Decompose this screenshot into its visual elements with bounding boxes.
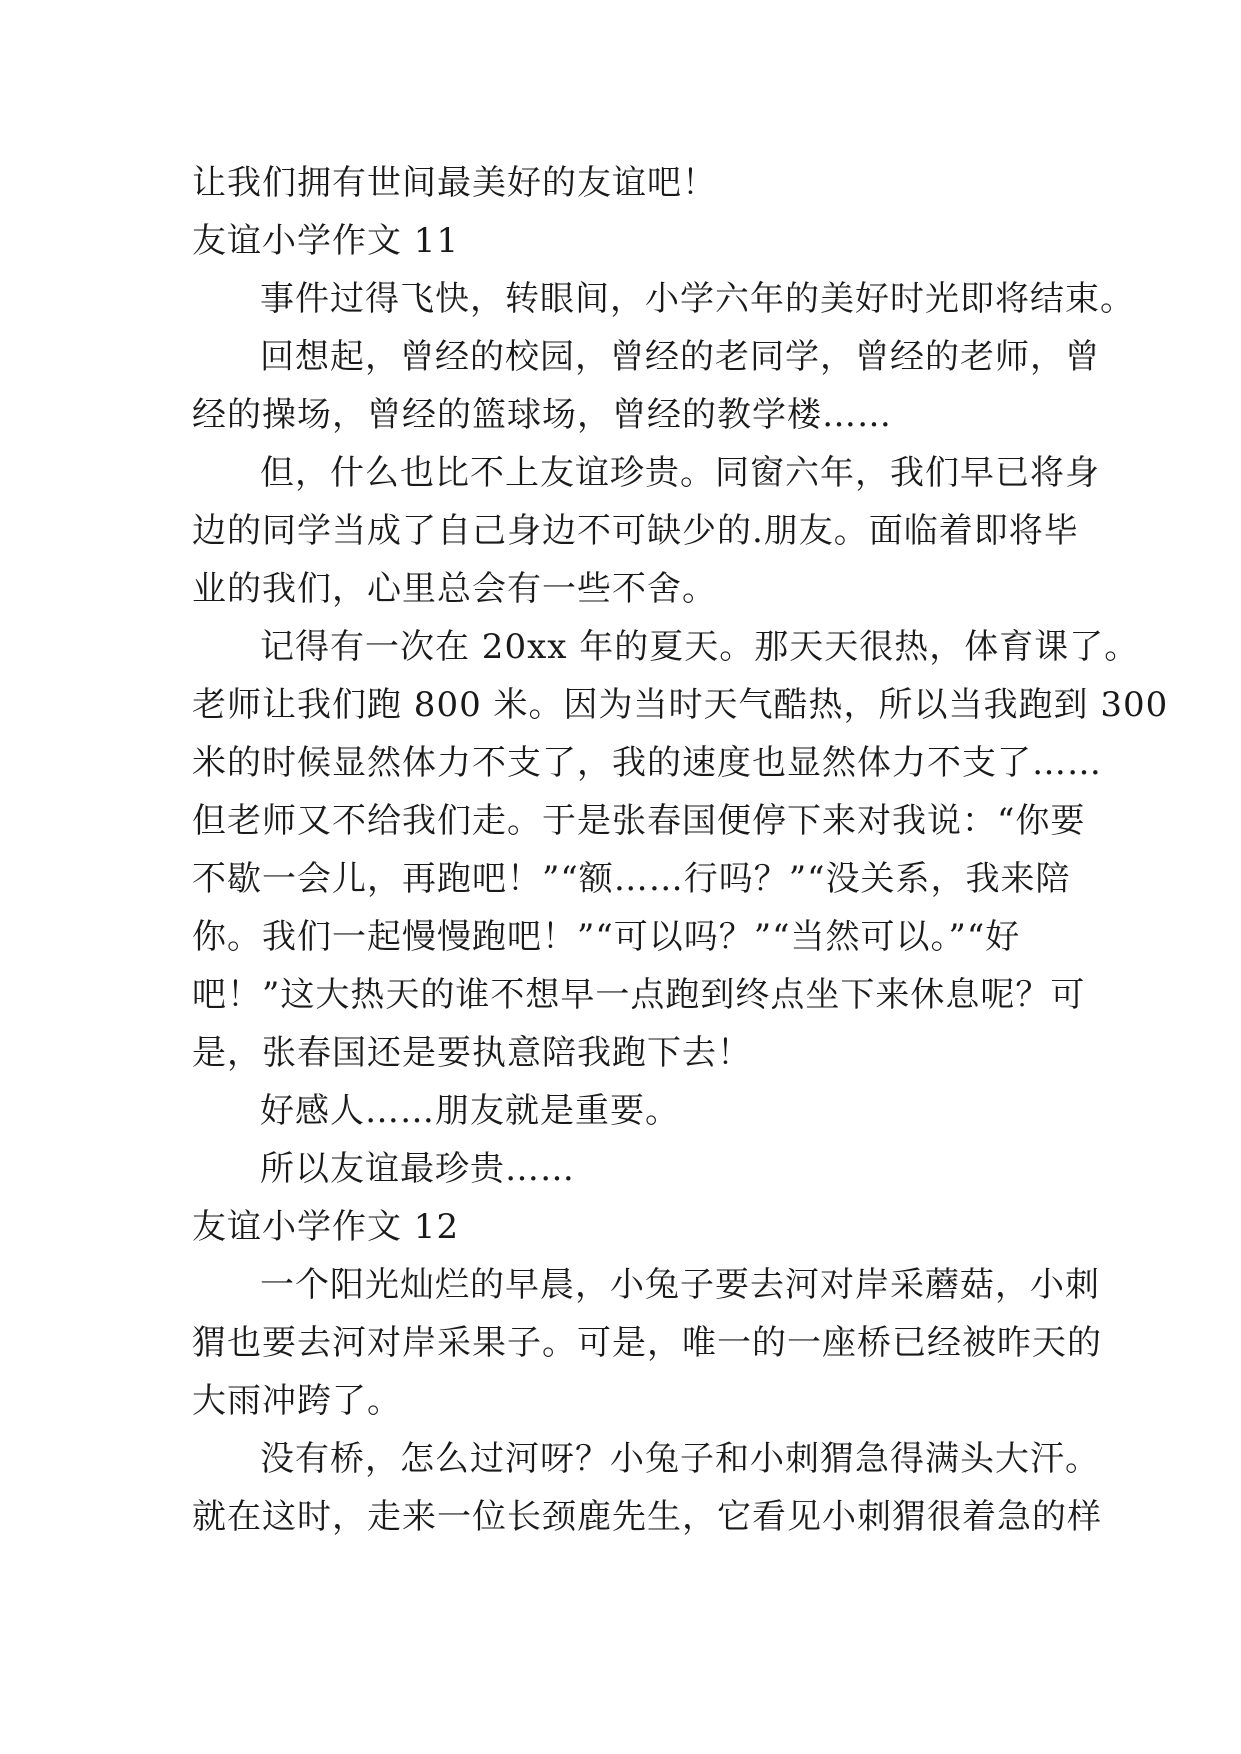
paragraph-line: 边的同学当成了自己身边不可缺少的.朋友。面临着即将毕 bbox=[192, 511, 1079, 551]
paragraph-line: 回想起，曾经的校园，曾经的老同学，曾经的老师，曾 bbox=[260, 337, 1100, 377]
paragraph-line: 米的时候显然体力不支了，我的速度也显然体力不支了…… bbox=[192, 743, 1102, 783]
paragraph-line: 业的我们，心里总会有一些不舍。 bbox=[192, 569, 717, 609]
paragraph-line: 大雨冲跨了。 bbox=[192, 1381, 402, 1421]
paragraph-line: 一个阳光灿烂的早晨，小兔子要去河对岸采蘑菇，小刺 bbox=[260, 1265, 1100, 1305]
paragraph-line: 所以友谊最珍贵…… bbox=[260, 1149, 575, 1189]
paragraph-line: 好感人……朋友就是重要。 bbox=[260, 1091, 680, 1131]
paragraph-line: 但，什么也比不上友谊珍贵。同窗六年，我们早已将身 bbox=[260, 453, 1100, 493]
paragraph-line: 老师让我们跑 800 米。因为当时天气酷热，所以当我跑到 300 bbox=[192, 685, 1169, 725]
paragraph-line: 吧！”这大热天的谁不想早一点跑到终点坐下来休息呢？可 bbox=[192, 975, 1086, 1015]
paragraph-line: 事件过得飞快，转眼间，小学六年的美好时光即将结束。 bbox=[260, 279, 1135, 319]
paragraph-line: 但老师又不给我们走。于是张春国便停下来对我说：“你要 bbox=[192, 801, 1086, 841]
paragraph-line: 就在这时，走来一位长颈鹿先生，它看见小刺猬很着急的样 bbox=[192, 1497, 1102, 1537]
paragraph-line: 猬也要去河对岸采果子。可是，唯一的一座桥已经被昨天的 bbox=[192, 1323, 1102, 1363]
paragraph-line: 记得有一次在 20xx 年的夏天。那天天很热，体育课了。 bbox=[260, 627, 1140, 667]
section-heading: 友谊小学作文 12 bbox=[192, 1207, 460, 1247]
section-heading: 友谊小学作文 11 bbox=[192, 221, 460, 261]
paragraph-line: 没有桥，怎么过河呀？小兔子和小刺猬急得满头大汗。 bbox=[260, 1439, 1100, 1479]
paragraph-line: 不歇一会儿，再跑吧！”“额……行吗？”“没关系，我来陪 bbox=[192, 859, 1071, 899]
document-body bbox=[192, 154, 1169, 1546]
paragraph-line: 你。我们一起慢慢跑吧！”“可以吗？”“当然可以。”“好 bbox=[192, 917, 1021, 957]
paragraph-line: 是，张春国还是要执意陪我跑下去！ bbox=[192, 1033, 752, 1073]
paragraph-line: 经的操场，曾经的篮球场，曾经的教学楼…… bbox=[192, 395, 892, 435]
paragraph-line: 让我们拥有世间最美好的友谊吧！ bbox=[192, 163, 717, 203]
